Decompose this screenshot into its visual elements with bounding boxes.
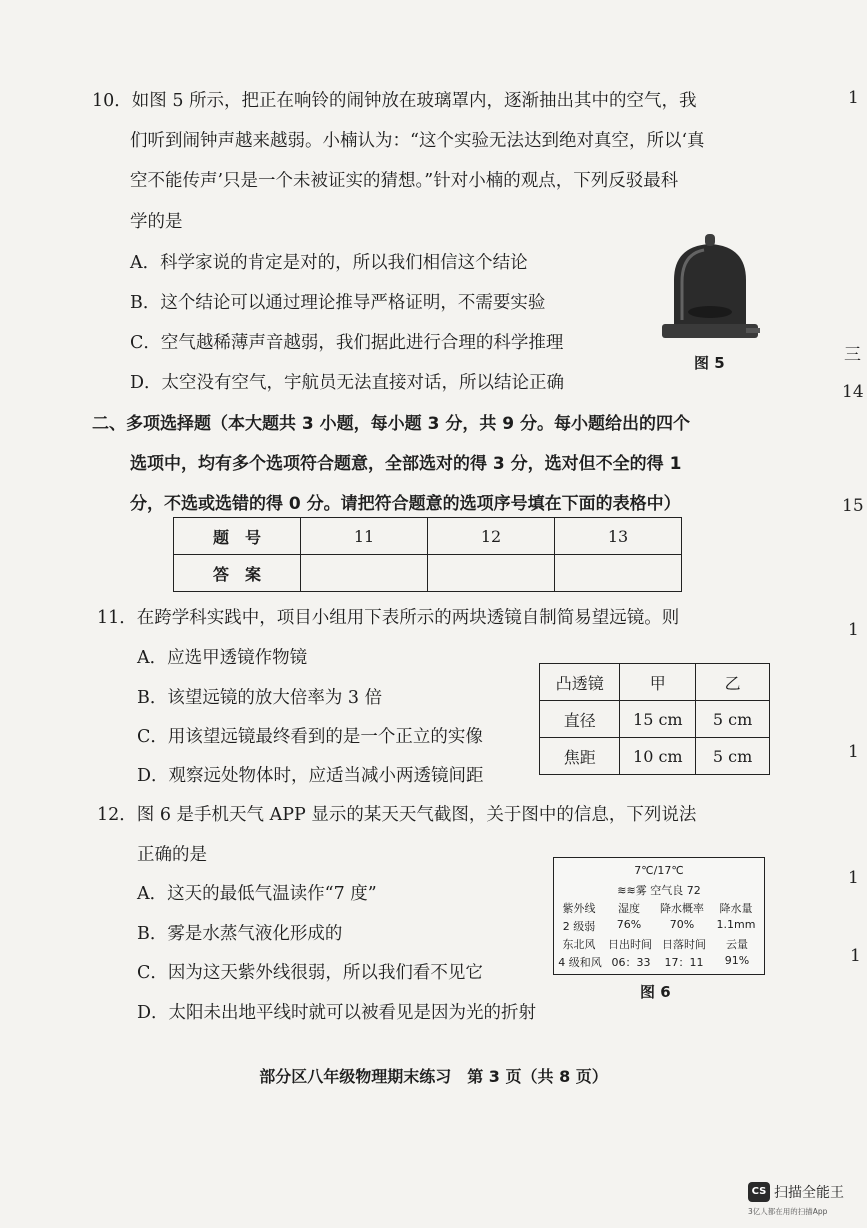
edge-fragment-3: 14 (842, 382, 864, 402)
lens-table-header-lens: 凸透镜 (540, 664, 620, 701)
scanner-watermark (748, 1180, 860, 1226)
camscanner-logo-icon: CS (748, 1182, 770, 1202)
weather-temp: 7℃/17℃ (634, 864, 684, 877)
weather-value-uv: 2 级弱 (562, 920, 596, 933)
bell-jar-image (660, 232, 760, 352)
section-2-heading: 二、多项选择题（本大题共 3 小题，每小题 3 分，共 9 分。每小题给出的四个 (92, 414, 690, 434)
q10-option-c: C．空气越稀薄声音越弱，我们据此进行合理的科学推理 (130, 333, 564, 353)
page-footer: 部分区八年级物理期末练习 第 3 页（共 8 页） (259, 1067, 608, 1086)
q10-line-3: 空不能传声’只是一个未被证实的猜想。”针对小楠的观点，下列反驳最科 (130, 171, 679, 191)
answer-cell-13[interactable] (555, 555, 682, 592)
edge-fragment-8: 1 (850, 946, 861, 966)
section-2-line-3: 分，不选或选错的得 0 分。请把符合题意的选项序号填在下面的表格中） (130, 494, 681, 514)
lens-table-diameter-yi: 5 cm (696, 701, 770, 738)
weather-label-sunset: 日落时间 (662, 938, 706, 951)
answer-table-q12: 12 (428, 518, 555, 555)
q11-option-c: C．用该望远镜最终看到的是一个正立的实像 (137, 727, 483, 747)
answer-table-q13: 13 (555, 518, 682, 555)
q10-line-2: 们听到闹钟声越来越弱。小楠认为：“这个实验无法达到绝对真空，所以‘真 (130, 131, 705, 151)
weather-label-rainfall: 降水量 (719, 902, 753, 915)
q12-option-c: C．因为这天紫外线很弱，所以我们看不见它 (137, 963, 483, 983)
weather-condition: ≋≋雾 空气良 72 (617, 884, 701, 897)
q10-line-4: 学的是 (130, 212, 183, 232)
weather-value-humidity: 76% (616, 918, 642, 931)
q11-option-d: D．观察远处物体时，应适当减小两透镜间距 (137, 766, 484, 786)
weather-value-rainfall: 1.1mm (716, 918, 756, 931)
lens-table-diameter-jia: 15 cm (620, 701, 696, 738)
answer-table-label-number: 题 号 (174, 518, 301, 555)
edge-fragment-7: 1 (848, 868, 859, 888)
q11-stem: 11．在跨学科实践中，项目小组用下表所示的两块透镜自制简易望远镜。则 (97, 608, 680, 628)
edge-fragment-4: 15 (842, 496, 864, 516)
weather-label-humidity: 湿度 (618, 902, 640, 915)
weather-label-cloud: 云量 (726, 938, 748, 951)
weather-value-wind: 4 级和风 (558, 956, 602, 969)
answer-cell-11[interactable] (301, 555, 428, 592)
q11-option-b: B．该望远镜的放大倍率为 3 倍 (137, 688, 383, 708)
lens-table-header-jia: 甲 (620, 664, 696, 701)
weather-label-wind: 东北风 (562, 938, 596, 951)
weather-value-sunset: 17：11 (664, 956, 704, 969)
figure-6-caption: 图 6 (640, 983, 671, 1001)
answer-table (173, 517, 682, 592)
weather-label-rain-prob: 降水概率 (660, 902, 704, 915)
q12-line-1: 12．图 6 是手机天气 APP 显示的某天天气截图，关于图中的信息，下列说法 (97, 805, 697, 825)
q11-option-a: A．应选甲透镜作物镜 (137, 648, 308, 668)
q12-option-a: A．这天的最低气温读作“7 度” (137, 884, 377, 904)
lens-table (539, 663, 770, 775)
answer-cell-12[interactable] (428, 555, 555, 592)
weather-label-uv: 紫外线 (562, 902, 596, 915)
scanner-name: 扫描全能王 (774, 1185, 844, 1201)
lens-table-diameter-label: 直径 (540, 701, 620, 738)
q12-option-d: D．太阳未出地平线时就可以被看见是因为光的折射 (137, 1003, 537, 1023)
scanner-slogan: 3亿人都在用的扫描App (748, 1207, 828, 1216)
weather-label-sunrise: 日出时间 (608, 938, 652, 951)
edge-fragment-2: 三 (844, 345, 861, 365)
weather-value-rain-prob: 70% (669, 918, 695, 931)
lens-table-focal-yi: 5 cm (696, 738, 770, 775)
answer-table-q11: 11 (301, 518, 428, 555)
q10-option-b: B．这个结论可以通过理论推导严格证明，不需要实验 (130, 293, 546, 313)
q10-line-1: 10．如图 5 所示，把正在响铃的闹钟放在玻璃罩内，逐渐抽出其中的空气，我 (92, 91, 697, 111)
q10-option-a: A．科学家说的肯定是对的，所以我们相信这个结论 (130, 253, 528, 273)
edge-fragment-1: 1 (848, 88, 859, 108)
weather-value-sunrise: 06：33 (611, 956, 651, 969)
lens-table-header-yi: 乙 (696, 664, 770, 701)
q12-line-2: 正确的是 (137, 845, 207, 865)
edge-fragment-5: 1 (848, 620, 859, 640)
section-2-line-2: 选项中，均有多个选项符合题意，全部选对的得 3 分，选对但不全的得 1 (130, 454, 682, 474)
lens-table-focal-jia: 10 cm (620, 738, 696, 775)
edge-fragment-6: 1 (848, 742, 859, 762)
figure-5-caption: 图 5 (694, 354, 725, 372)
lens-table-focal-label: 焦距 (540, 738, 620, 775)
q10-option-d: D．太空没有空气，宇航员无法直接对话，所以结论正确 (130, 373, 565, 393)
answer-table-label-answer: 答 案 (174, 555, 301, 592)
weather-screenshot (553, 857, 765, 975)
q12-option-b: B．雾是水蒸气液化形成的 (137, 924, 343, 944)
weather-value-cloud: 91% (724, 954, 750, 967)
